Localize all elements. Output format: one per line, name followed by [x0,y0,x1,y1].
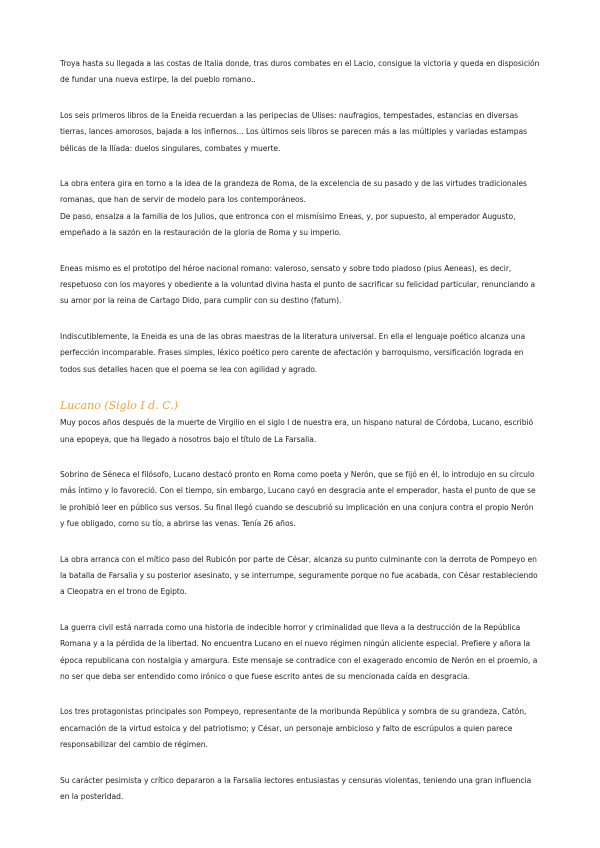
paragraph-lucano-2: Sobrino de Séneca el filósofo, Lucano destacó pronto en Roma como poeta y Nerón, que se fijó en él, lo introdujo en su círculo más íntimo y lo favoreció. Con el tiempo, sin embargo, Lucano cayó en desgracia ante el emperador, hasta el punto de que se le prohibió leer en público sus versos. Su final llegó cuando se descubrió su implicación en una conjura contra el propio Nerón y fue obligado, como su tío, a abrirse las venas. Tenía 26 años. [60,469,536,529]
paragraph-lucano-6: Su carácter pesimista y crítico depararon a la Farsalia lectores entusiastas y censuras violentas, teniendo una gran influencia en la posteridad. [60,775,532,801]
paragraph-lucano-1: Muy pocos años después de la muerte de Virgilio en el siglo I de nuestra era, un hispano natural de Córdoba, Lucano, escribió una epopeya, que ha llegado a nosotros bajo el título de La Farsalia. [60,418,534,444]
section-heading-lucano: Lucano (Siglo I d. C.) [60,399,179,413]
paragraph-intro-3: La obra entera gira en torno a la idea de la grandeza de Roma, de la excelencia de su pasado y de las virtudes tradicionales romanas, que han de servir de modelo para los contemporáneos. De paso, ensalza a la familia de los Julios, que entronca con el mismísimo Eneas, y, por supuesto, al emperador Augusto, empeñado a la sazón en la restauración de la gloria de Roma y su imperio. [60,179,527,238]
paragraph-intro-4: Eneas mismo es el prototipo del héroe nacional romano: valeroso, sensato y sobre todo piadoso (pius Aeneas), es decir, respetuoso con los mayores y obediente a la voluntad divina hasta el punto de sacrificar su felicidad particular, renunciando a su amor por la reina de Cartago Dido, para cumplir con su destino (fatum). [60,263,536,306]
paragraph-intro-1: Troya hasta su llegada a las costas de Italia donde, tras duros combates en el Lacio, consigue la victoria y queda en disposición de fundar una nueva estirpe, la del pueblo romano.. [60,59,540,85]
paragraph-lucano-4: La guerra civil está narrada como una historia de indecible horror y criminalidad que lleva a la destrucción de la República Romana y a la pérdida de la libertad. No encuentra Lucano en el nuevo régimen ningún aliciente especial. Prefiere y añora la época republicana con nostalgia y amargura. Este mensaje se contradice con el exagerado encomio de Nerón en el proemio, a no ser que deba ser entendido como irónico o que fuese escrito antes de su mencionada caída en desgracia. [60,622,538,681]
paragraph-intro-2: Los seis primeros libros de la Eneida recuerdan a las peripecias de Ulises: naufragios, tempestades, estancias en diversas tierras, lances amorosos, bajada a los infiernos... Los últimos seis libros se parecen más a las múltiples y variadas estampas bélicas de la Ilíada: duelos singulares, combates y muerte. [60,110,527,153]
paragraph-lucano-3: La obra arranca con el mítico paso del Rubicón por parte de César, alcanza su punto culminante con la derrota de Pompeyo en la batalla de Farsalia y su posterior asesinato, y se interrumpe, seguramente porque no fue acabada, con César restableciendo a Cleopatra en el trono de Egipto. [60,554,538,597]
paragraph-lucano-5: Los tres protagonistas principales son Pompeyo, representante de la moribunda República y sombra de su grandeza, Catón, encarnación de la virtud estoica y del patriotismo; y César, un personaje ambicioso y falto de escrúpulos a quien parece responsabilizar del cambio de régimen. [60,707,527,750]
paragraph-intro-5: Indiscutiblemente, la Eneida es una de las obras maestras de la literatura universal. En ella el lenguaje poético alcanza una perfección incomparable. Frases simples, léxico poético pero carente de afectación y barroquismo, versificación lograda en todos sus detalles hacen que el poema se lea con agilidad y agrado. [60,331,526,374]
